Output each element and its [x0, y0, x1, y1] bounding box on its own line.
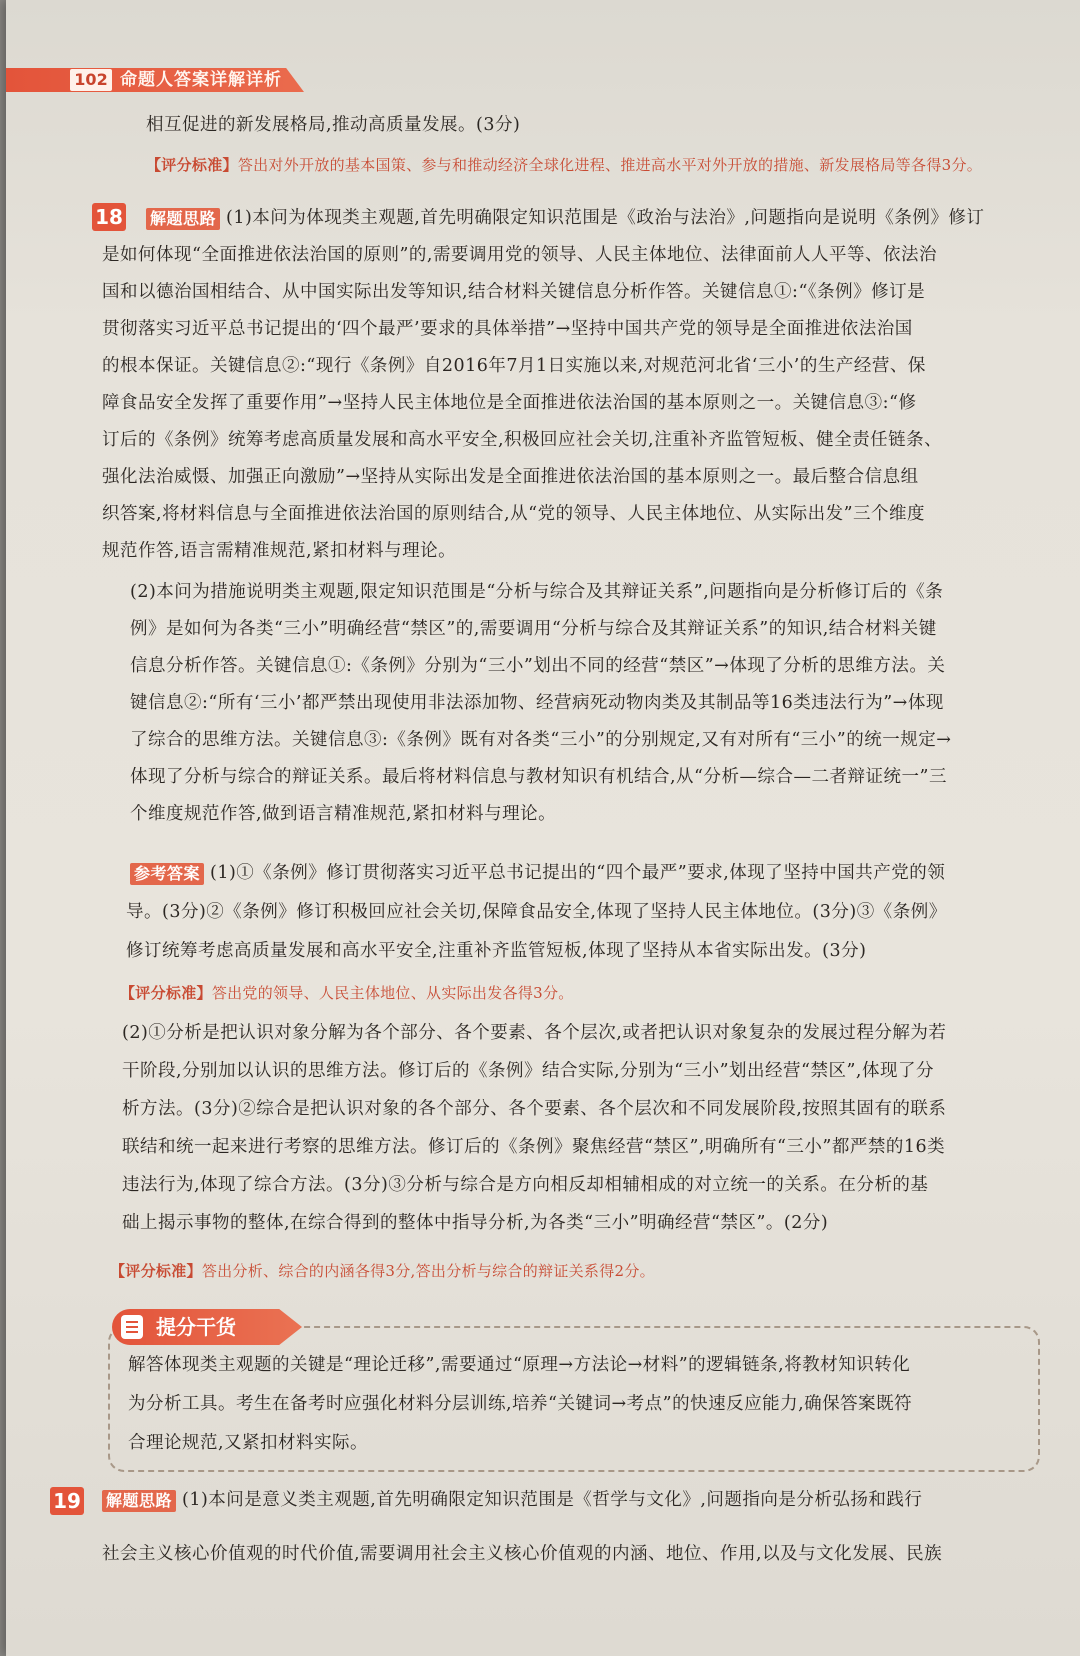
- solution-label: 解题思路: [102, 1490, 176, 1512]
- answer2-line: 联结和统一起来进行考察的思维方法。修订后的《条例》聚焦经营“禁区”,明确所有“三小”都严禁的16类: [122, 1137, 946, 1157]
- q18-part1-line: 织答案,将材料信息与全面推进依法治国的原则结合,从“党的领导、人民主体地位、从实际出发”三个维度: [102, 504, 926, 524]
- answer-label: 参考答案: [130, 863, 204, 885]
- scoring-standard-tag: 【评分标准】: [110, 1262, 202, 1280]
- book-page: [6, 0, 1080, 1656]
- book-icon: [121, 1315, 143, 1339]
- answer-line: 导。(3分)②《条例》修订积极回应社会关切,保障食品安全,体现了坚持人民主体地位。(3分)③《条例》: [126, 902, 947, 922]
- tip-line: 为分析工具。考生在备考时应强化材料分层训练,培养“关键词→考点”的快速反应能力,确保答案既符: [128, 1394, 913, 1414]
- answer2-line: 析方法。(3分)②综合是把认识对象的各个部分、各个要素、各个层次和不同发展阶段,按照其固有的联系: [122, 1099, 947, 1119]
- q19-text: (1)本问是意义类主观题,首先明确限定知识范围是《哲学与文化》,问题指向是分析弘扬和践行: [182, 1490, 923, 1510]
- q18-part1-line: [146, 203, 984, 233]
- tip-title: 提分干货: [156, 1315, 236, 1339]
- q18-part2-line: 例》是如何为各类“三小”明确经营“禁区”的,需要调用“分析与综合及其辩证关系”的知识,结合材料关键: [130, 619, 937, 639]
- tip-line: 合理论规范,又紧扣材料实际。: [128, 1433, 369, 1453]
- q18-part2-line: 键信息②:“所有‘三小’都严禁出现使用非法添加物、经营病死动物肉类及其制品等16类违法行为”→体现: [130, 693, 944, 713]
- answer-line: [130, 858, 945, 888]
- intro-line: 相互促进的新发展格局,推动高质量发展。(3分): [146, 115, 521, 135]
- answer2-line: 违法行为,体现了综合方法。(3分)③分析与综合是方向相反却相辅相成的对立统一的关系。在分析的基: [122, 1175, 929, 1195]
- scoring-standard-text: 答出分析、综合的内涵各得3分,答出分析与综合的辩证关系得2分。: [201, 1262, 655, 1280]
- answer2-line: (2)①分析是把认识对象分解为各个部分、各个要素、各个层次,或者把认识对象复杂的发展过程分解为若: [122, 1023, 947, 1043]
- q18-part1-line: 订后的《条例》统筹考虑高质量发展和高水平安全,积极回应社会关切,注重补齐监管短板、健全责任链条、: [102, 430, 943, 450]
- scoring-standard-tag: 【评分标准】: [120, 984, 212, 1002]
- scoring-standard-2: [110, 1256, 655, 1286]
- scoring-standard-text: 答出对外开放的基本国策、参与和推动经济全球化进程、推进高水平对外开放的措施、新发展格局等各得3分。: [237, 156, 983, 174]
- q19-line: 社会主义核心价值观的时代价值,需要调用社会主义核心价值观的内涵、地位、作用,以及与文化发展、民族: [102, 1544, 943, 1564]
- page-number: 102: [70, 69, 112, 91]
- q18-part1-line: 强化法治威慑、加强正向激励”→坚持从实际出发是全面推进依法治国的基本原则之一。最后整合信息组: [102, 467, 919, 487]
- q18-part1-line: 障食品安全发挥了重要作用”→坚持人民主体地位是全面推进依法治国的基本原则之一。关键信息③:“修: [102, 393, 917, 413]
- scoring-standard-1: [120, 978, 574, 1008]
- q18-part1-line: 的根本保证。关键信息②:“现行《条例》自2016年7月1日实施以来,对规范河北省‘三小’的生产经营、保: [102, 356, 926, 376]
- scoring-standard-tag: 【评分标准】: [146, 156, 238, 174]
- question-number-18: 18: [92, 203, 126, 231]
- q18-part1-line: 规范作答,语言需精准规范,紧扣材料与理论。: [102, 541, 457, 561]
- scoring-standard-text: 答出党的领导、人民主体地位、从实际出发各得3分。: [211, 984, 574, 1002]
- q18-part1-line: 国和以德治国相结合、从中国实际出发等知识,结合材料关键信息分析作答。关键信息①:“《条例》修订是: [102, 282, 926, 302]
- top-scoring-standard: [146, 150, 982, 180]
- q18-part2-line: 个维度规范作答,做到语言精准规范,紧扣材料与理论。: [130, 804, 557, 824]
- running-header-title: 命题人答案详解详析: [120, 70, 282, 90]
- q18-part2-line: 了综合的思维方法。关键信息③:《条例》既有对各类“三小”的分别规定,又有对所有“三小”的统一规定→: [130, 730, 952, 750]
- solution-label: 解题思路: [146, 208, 220, 230]
- q19-line: [102, 1485, 922, 1515]
- answer2-line: 干阶段,分别加以认识的思维方法。修订后的《条例》结合实际,分别为“三小”划出经营“禁区”,体现了分: [122, 1061, 934, 1081]
- question-number-19: 19: [50, 1487, 84, 1515]
- q18-part1-line: 贯彻落实习近平总书记提出的‘四个最严’要求的具体举措”→坚持中国共产党的领导是全面推进依法治国: [102, 319, 913, 339]
- q18-part2-line: (2)本问为措施说明类主观题,限定知识范围是“分析与综合及其辩证关系”,问题指向是分析修订后的《条: [130, 582, 944, 602]
- q18-part1-line: 是如何体现“全面推进依法治国的原则”的,需要调用党的领导、人民主体地位、法律面前人人平等、依法治: [102, 245, 937, 265]
- q18-part2-line: 体现了分析与综合的辩证关系。最后将材料信息与教材知识有机结合,从“分析—综合—二者辩证统一”三: [130, 767, 947, 787]
- answer-line: 修订统筹考虑高质量发展和高水平安全,注重补齐监管短板,体现了坚持从本省实际出发。(3分): [126, 941, 867, 961]
- answer2-line: 础上揭示事物的整体,在综合得到的整体中指导分析,为各类“三小”明确经营“禁区”。(2分): [122, 1213, 829, 1233]
- answer-text: (1)①《条例》修订贯彻落实习近平总书记提出的“四个最严”要求,体现了坚持中国共产党的领: [210, 863, 946, 883]
- q18-part2-line: 信息分析作答。关键信息①:《条例》分别为“三小”划出不同的经营“禁区”→体现了分析的思维方法。关: [130, 656, 946, 676]
- tip-line: 解答体现类主观题的关键是“理论迁移”,需要通过“原理→方法论→材料”的逻辑链条,将教材知识转化: [128, 1355, 911, 1375]
- q18-part1-text: (1)本问为体现类主观题,首先明确限定知识范围是《政治与法治》,问题指向是说明《条例》修订: [226, 208, 985, 228]
